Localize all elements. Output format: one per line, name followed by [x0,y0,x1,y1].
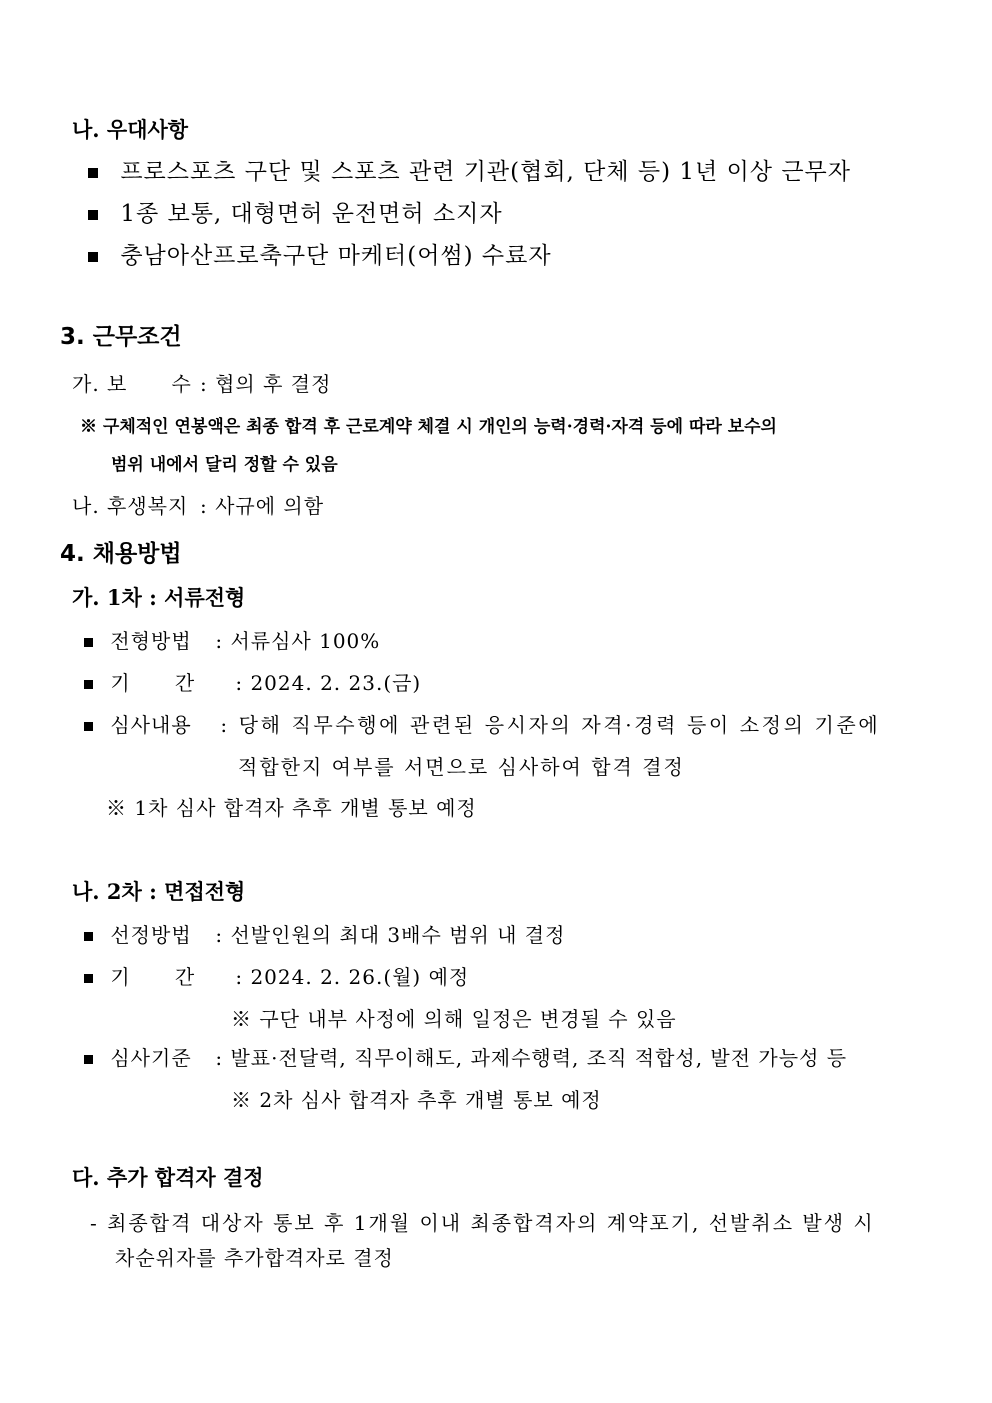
salary-note-line1: ※ 구체적인 연봉액은 최종 합격 후 근로계약 체결 시 개인의 능력·경력·자격 등에 따라 보수의 [80,417,777,437]
stage1-period-label: 기 간 [110,671,196,695]
stage1-method-label: 전형방법 [110,629,192,653]
stage1-note: ※ 1차 심사 합격자 추후 개별 통보 예정 [106,796,477,820]
stage1-heading: 가. 1차 : 서류전형 [72,585,246,610]
bullet-square-icon [84,722,93,731]
salary-row [72,368,331,397]
preference-item [88,237,552,270]
welfare-row [72,490,324,519]
section-heading-recruitment-method: 4. 채용방법 [60,541,182,567]
bullet-square-icon [88,252,98,262]
stage2-criteria-value: : 발표·전달력, 직무이해도, 과제수행력, 조직 적합성, 발전 가능성 등 [215,1046,848,1070]
additional-pass-heading: 다. 추가 합격자 결정 [72,1165,264,1190]
stage2-heading: 나. 2차 : 면접전형 [72,879,246,904]
stage2-period-row [84,961,469,990]
stage2-period-label: 기 간 [110,965,196,989]
stage1-content-row [84,709,880,738]
stage2-note: ※ 2차 심사 합격자 추후 개별 통보 예정 [231,1088,602,1112]
bullet-square-icon [84,680,93,689]
preference-text: 프로스포츠 구단 및 스포츠 관련 기관(협회, 단체 등) 1년 이상 근무자 [120,159,851,185]
welfare-value: : 사규에 의함 [200,494,325,518]
stage1-content-line2: 적합한지 여부를 서면으로 심사하여 합격 결정 [238,755,685,779]
bullet-square-icon [84,974,93,983]
salary-note-line2: 범위 내에서 달리 정할 수 있음 [111,455,338,475]
bullet-square-icon [84,638,93,647]
preference-text: 1종 보통, 대형면허 운전면허 소지자 [120,201,503,227]
stage1-method-value: : 서류심사 100% [215,629,381,653]
stage2-method-value: : 선발인원의 최대 3배수 범위 내 결정 [215,923,566,947]
stage1-content-label: 심사내용 [110,713,192,737]
additional-pass-line1: - 최종합격 대상자 통보 후 1개월 이내 최종합격자의 계약포기, 선발취소 발생 시 [90,1211,875,1235]
preference-text: 충남아산프로축구단 마케터(어썸) 수료자 [120,243,552,269]
preference-heading: 나. 우대사항 [72,117,189,142]
salary-value: : 협의 후 결정 [200,372,332,396]
stage2-period-note: ※ 구단 내부 사정에 의해 일정은 변경될 수 있음 [231,1007,677,1031]
salary-label: 가. 보 수 [72,372,192,396]
additional-pass-line2: 차순위자를 추가합격자로 결정 [115,1246,394,1270]
preference-item [88,153,851,186]
stage2-method-row [84,919,565,948]
stage1-period-row [84,667,421,696]
stage2-criteria-label: 심사기준 [110,1046,192,1070]
bullet-square-icon [84,1055,93,1064]
preference-item [88,195,503,228]
welfare-label: 나. 후생복지 [72,494,189,518]
stage1-method-row [84,625,380,654]
stage2-method-label: 선정방법 [110,923,192,947]
stage1-content-value: : 당해 직무수행에 관련된 응시자의 자격·경력 등이 소정의 기준에 [220,713,881,737]
stage2-criteria-row [84,1042,847,1071]
bullet-square-icon [88,168,98,178]
section-heading-work-conditions: 3. 근무조건 [60,324,182,350]
bullet-square-icon [84,932,93,941]
stage2-period-value: : 2024. 2. 26.(월) 예정 [235,965,470,989]
bullet-square-icon [88,210,98,220]
stage1-period-value: : 2024. 2. 23.(금) [235,671,422,695]
